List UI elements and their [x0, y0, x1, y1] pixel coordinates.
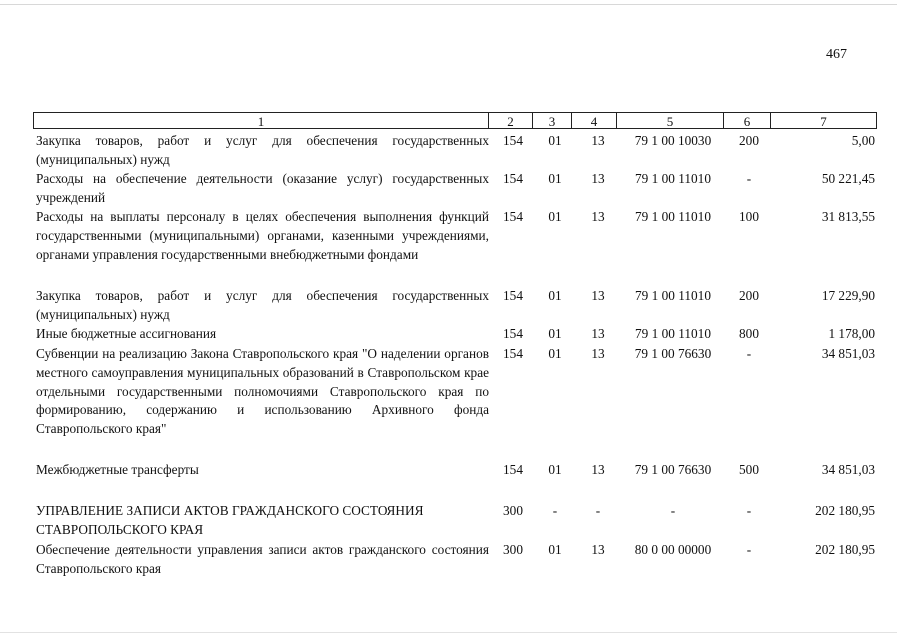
row-amount: 34 851,03 [821, 462, 875, 477]
row-name: Расходы на выплаты персоналу в целях обеспечения выполнения функций государственными (муниципальными) органами, казенными учреждениями, органами управления государственными внебюджетными фондами [36, 209, 489, 262]
row-section: 01 [548, 346, 562, 361]
row-amount: 50 221,45 [821, 171, 875, 186]
row-expense-type: 800 [739, 326, 759, 341]
row-target-code: 79 1 00 11010 [635, 326, 711, 341]
header-col-3: 3 [532, 112, 571, 129]
row-section: 01 [548, 171, 562, 186]
row-amount: 202 180,95 [815, 503, 875, 518]
row-subsection: 13 [591, 326, 605, 341]
row-expense-type: 200 [739, 133, 759, 148]
row-subsection: - [595, 503, 601, 518]
row-grbs: 300 [503, 503, 523, 518]
row-subsection: 13 [591, 288, 605, 303]
header-col-4: 4 [571, 112, 616, 129]
row-expense-type: - [746, 346, 752, 361]
row-subsection: 13 [591, 542, 605, 557]
row-expense-type: - [746, 542, 752, 557]
header-col-5: 5 [616, 112, 723, 129]
row-grbs: 154 [503, 209, 523, 224]
row-grbs: 300 [503, 542, 523, 557]
row-expense-type: 200 [739, 288, 759, 303]
row-subsection: 13 [591, 346, 605, 361]
row-target-code: 80 0 00 00000 [634, 542, 712, 557]
row-grbs: 154 [503, 326, 523, 341]
row-amount: 1 178,00 [828, 326, 875, 341]
row-target-code: 79 1 00 76630 [634, 462, 712, 477]
page-number: 467 [826, 47, 847, 62]
header-col-1: 1 [33, 112, 488, 129]
table-header [33, 112, 877, 130]
row-section: - [552, 503, 558, 518]
row-subsection: 13 [591, 209, 605, 224]
row-section: 01 [548, 326, 562, 341]
header-col-2: 2 [488, 112, 532, 129]
row-name: Закупка товаров, работ и услуг для обеспечения государственных (муниципальных) нужд [36, 133, 489, 167]
row-target-code: 79 1 00 11010 [635, 209, 711, 224]
row-subsection: 13 [591, 462, 605, 477]
row-subsection: 13 [591, 171, 605, 186]
row-expense-type: - [746, 171, 752, 186]
row-name: Закупка товаров, работ и услуг для обеспечения государственных (муниципальных) нужд [36, 288, 489, 322]
row-name: Субвенции на реализацию Закона Ставропольского края "О наделении органов местного самоуправления муниципальных образований в Ставропольском крае отдельными государственными полномочиями Ставропольского края по формированию, содержанию и использованию Архивного фонда Ставропольского края" [36, 346, 489, 437]
row-target-code: 79 1 00 76630 [634, 346, 712, 361]
row-subsection: 13 [591, 133, 605, 148]
row-section: 01 [548, 542, 562, 557]
row-grbs: 154 [503, 346, 523, 361]
row-target-code: - [670, 503, 676, 518]
row-amount: 17 229,90 [821, 288, 875, 303]
row-amount: 31 813,55 [821, 209, 875, 224]
row-section: 01 [548, 209, 562, 224]
row-name: Межбюджетные трансферты [36, 462, 199, 477]
row-section: 01 [548, 133, 562, 148]
row-section: 01 [548, 288, 562, 303]
row-expense-type: - [746, 503, 752, 518]
row-amount: 34 851,03 [821, 346, 875, 361]
row-target-code: 79 1 00 11010 [635, 288, 711, 303]
row-grbs: 154 [503, 288, 523, 303]
row-target-code: 79 1 00 10030 [634, 133, 712, 148]
row-expense-type: 500 [739, 462, 759, 477]
scan-edge-bottom [0, 632, 897, 633]
row-name: Расходы на обеспечение деятельности (оказание услуг) государственных учреждений [36, 171, 489, 205]
row-section: 01 [548, 462, 562, 477]
row-target-code: 79 1 00 11010 [635, 171, 711, 186]
header-col-6: 6 [723, 112, 770, 129]
row-amount: 5,00 [851, 133, 875, 148]
row-name: УПРАВЛЕНИЕ ЗАПИСИ АКТОВ ГРАЖДАНСКОГО СОСТОЯНИЯ СТАВРОПОЛЬСКОГО КРАЯ [36, 503, 424, 537]
header-col-7: 7 [770, 112, 877, 129]
row-grbs: 154 [503, 462, 523, 477]
row-grbs: 154 [503, 171, 523, 186]
row-expense-type: 100 [739, 209, 759, 224]
scan-edge-top [0, 4, 897, 5]
row-grbs: 154 [503, 133, 523, 148]
row-amount: 202 180,95 [815, 542, 875, 557]
row-name: Иные бюджетные ассигнования [36, 326, 217, 341]
row-name: Обеспечение деятельности управления записи актов гражданского состояния Ставропольского края [36, 542, 489, 576]
